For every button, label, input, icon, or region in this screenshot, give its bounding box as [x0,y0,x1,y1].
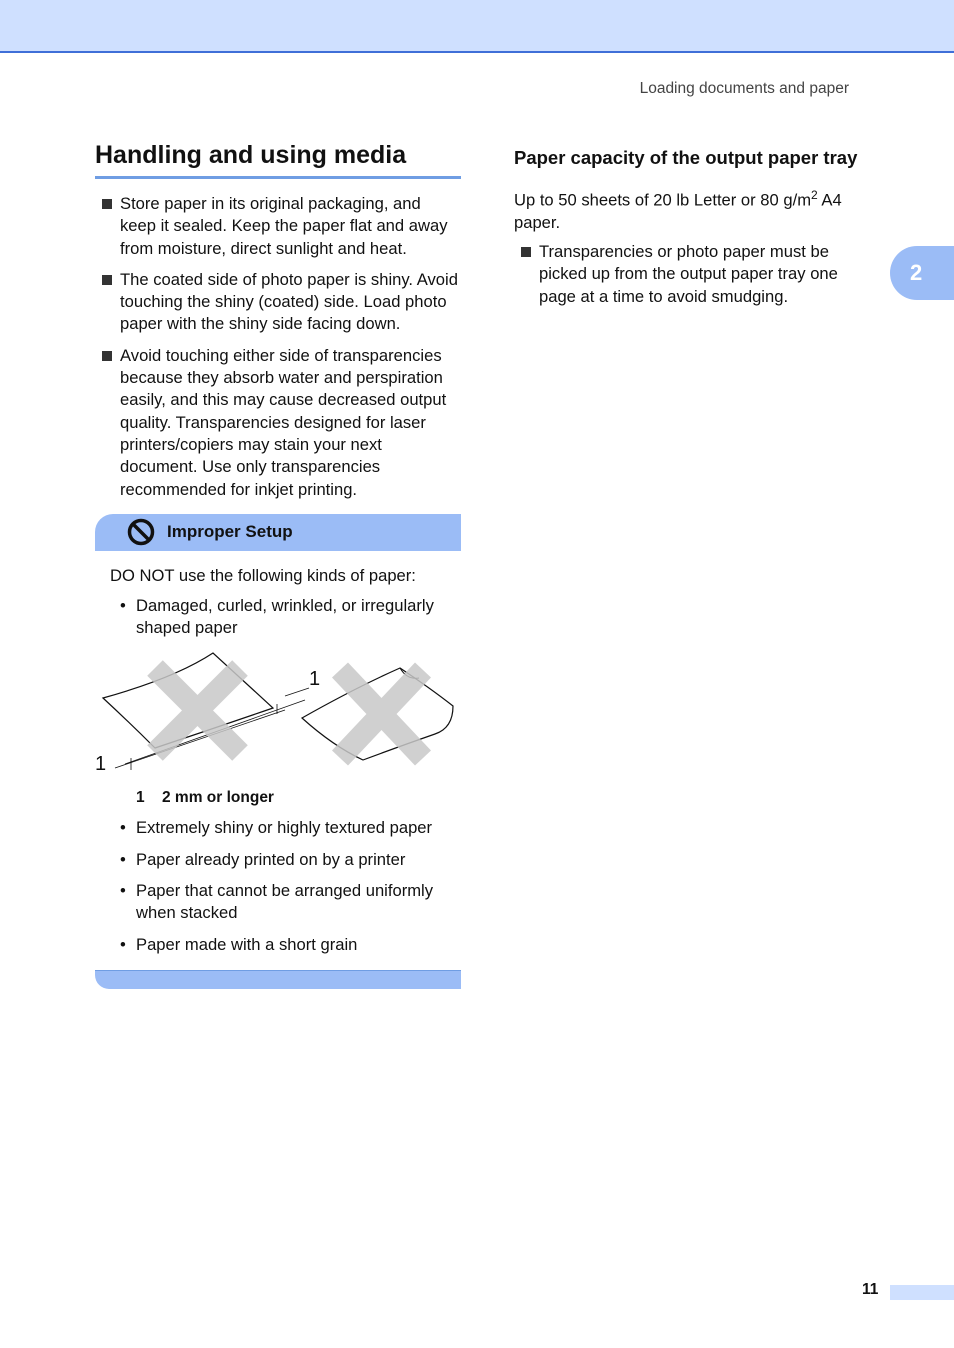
improper-list-b [110,817,461,955]
caption-text: 2 mm or longer [162,789,274,807]
section-title: Handling and using media [95,140,461,179]
improper-setup-header [95,514,461,551]
list-item: • Paper made with a short grain [110,934,461,956]
list-item: • Paper that cannot be arranged uniformly when stacked [120,881,434,923]
prohibited-icon [127,518,155,546]
figure-label-left: 1 [95,753,107,776]
output-tray-list [514,241,879,308]
caption-number: 1 [136,789,145,807]
curled-paper-illustration [95,648,461,783]
improper-intro: DO NOT use the following kinds of paper: [110,565,416,585]
bullet-dot: • [120,818,126,838]
curled-paper-figure [95,648,461,783]
list-item: Avoid touching either side of transparencies because they absorb water and perspiration easily, and this may cause decreased output quality. Transparencies designed for laser printers/copiers may stain your next document. Use only transparencies recommended for inkjet printing. [95,345,461,501]
page-number-bar [890,1285,954,1300]
list-item: • Extremely shiny or highly textured paper [110,817,461,839]
improper-setup-title: Improper Setup [167,522,293,542]
square-bullet-icon [102,199,112,209]
right-column [514,146,879,317]
list-item: The coated side of photo paper is shiny. Avoid touching the shiny (coated) side. Load photo paper with the shiny side facing down. [95,269,461,336]
square-bullet-icon [102,275,112,285]
list-item: • Damaged, curled, wrinkled, or irregularly shaped paper [120,595,434,638]
page-number: 11 [862,1281,879,1298]
improper-list-a [110,595,461,640]
header-band [0,0,954,53]
chapter-tab [890,246,954,300]
square-bullet-icon [521,247,531,257]
list-item: Transparencies or photo paper must be picked up from the output paper tray one page at a time to avoid smudging. [514,241,879,308]
square-bullet-icon [102,351,112,361]
list-item: • Paper already printed on by a printer [110,849,461,871]
bullet-dot: • [120,595,126,615]
bullet-dot: • [120,849,126,869]
chapter-number: 2 [910,260,923,285]
improper-setup-footer [95,970,461,989]
handling-list [95,193,461,501]
output-tray-title: Paper capacity of the output paper tray [514,147,858,168]
figure-label-right: 1 [309,668,321,691]
figure-caption [110,789,461,807]
list-item: Store paper in its original packaging, and keep it sealed. Keep the paper flat and away from moisture, direct sunlight and heat. [95,193,461,260]
bullet-dot: • [120,881,126,901]
left-column [95,140,461,989]
improper-setup-body [95,565,461,956]
bullet-dot: • [120,934,126,954]
running-head: Loading documents and paper [639,80,849,97]
capacity-text: Up to 50 sheets of 20 lb Letter or 80 $g/m^2$ A4 paper. [514,188,842,232]
